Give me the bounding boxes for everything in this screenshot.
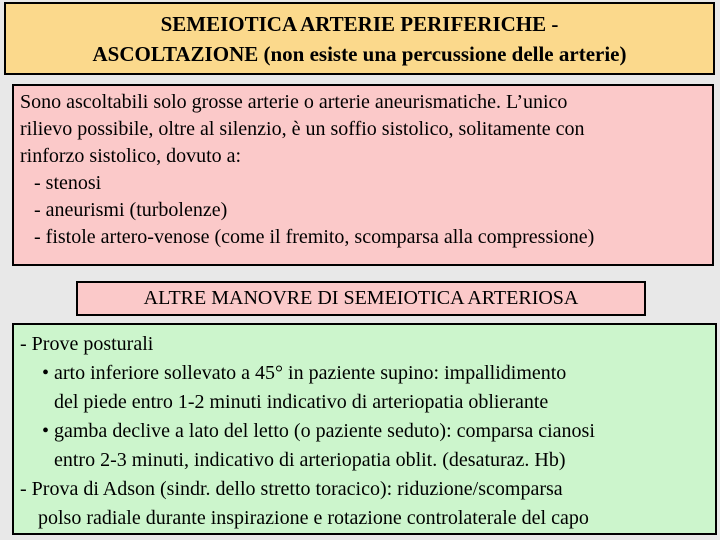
adson-line-2: polso radiale durante inspirazione e rotazione controlaterale del capo [38, 507, 589, 529]
intro-line-3: rinforzo sistolico, dovuto a: [20, 145, 242, 167]
list-item-fistole: - fistole artero-venose (come il fremito, scomparsa alla compressione) [34, 226, 595, 248]
bullet-1-line-2: del piede entro 1-2 minuti indicativo di arteriopatia oblierante [54, 391, 549, 413]
bullet-2-line-2: entro 2-3 minuti, indicativo di arteriopatia oblit. (desaturaz. Hb) [54, 449, 566, 471]
title-line-2: ASCOLTAZIONE (non esiste una percussione delle arterie) [92, 42, 627, 66]
title-box [4, 2, 715, 75]
section-heading-box [76, 281, 646, 316]
list-item-stenosi: - stenosi [34, 172, 102, 194]
section-heading: ALTRE MANOVRE DI SEMEIOTICA ARTERIOSA [143, 287, 579, 309]
auscultation-text-box [12, 84, 714, 266]
maneuvers-text-box [12, 323, 717, 535]
bullet-2-line-1: • gamba declive a lato del letto (o paziente seduto): comparsa cianosi [42, 420, 595, 442]
intro-line-1: Sono ascoltabili solo grosse arterie o arterie aneurismatiche. L’unico [20, 91, 568, 113]
adson-line-1: - Prova di Adson (sindr. dello stretto toracico): riduzione/scomparsa [20, 478, 563, 500]
bullet-1-line-1: • arto inferiore sollevato a 45° in paziente supino: impallidimento [42, 362, 567, 384]
postural-heading: - Prove posturali [20, 333, 154, 355]
list-item-aneurismi: - aneurismi (turbolenze) [34, 199, 228, 221]
title-line-1: SEMEIOTICA ARTERIE PERIFERICHE - [160, 12, 559, 36]
intro-line-2: rilievo possibile, oltre al silenzio, è un soffio sistolico, solitamente con [20, 118, 585, 140]
